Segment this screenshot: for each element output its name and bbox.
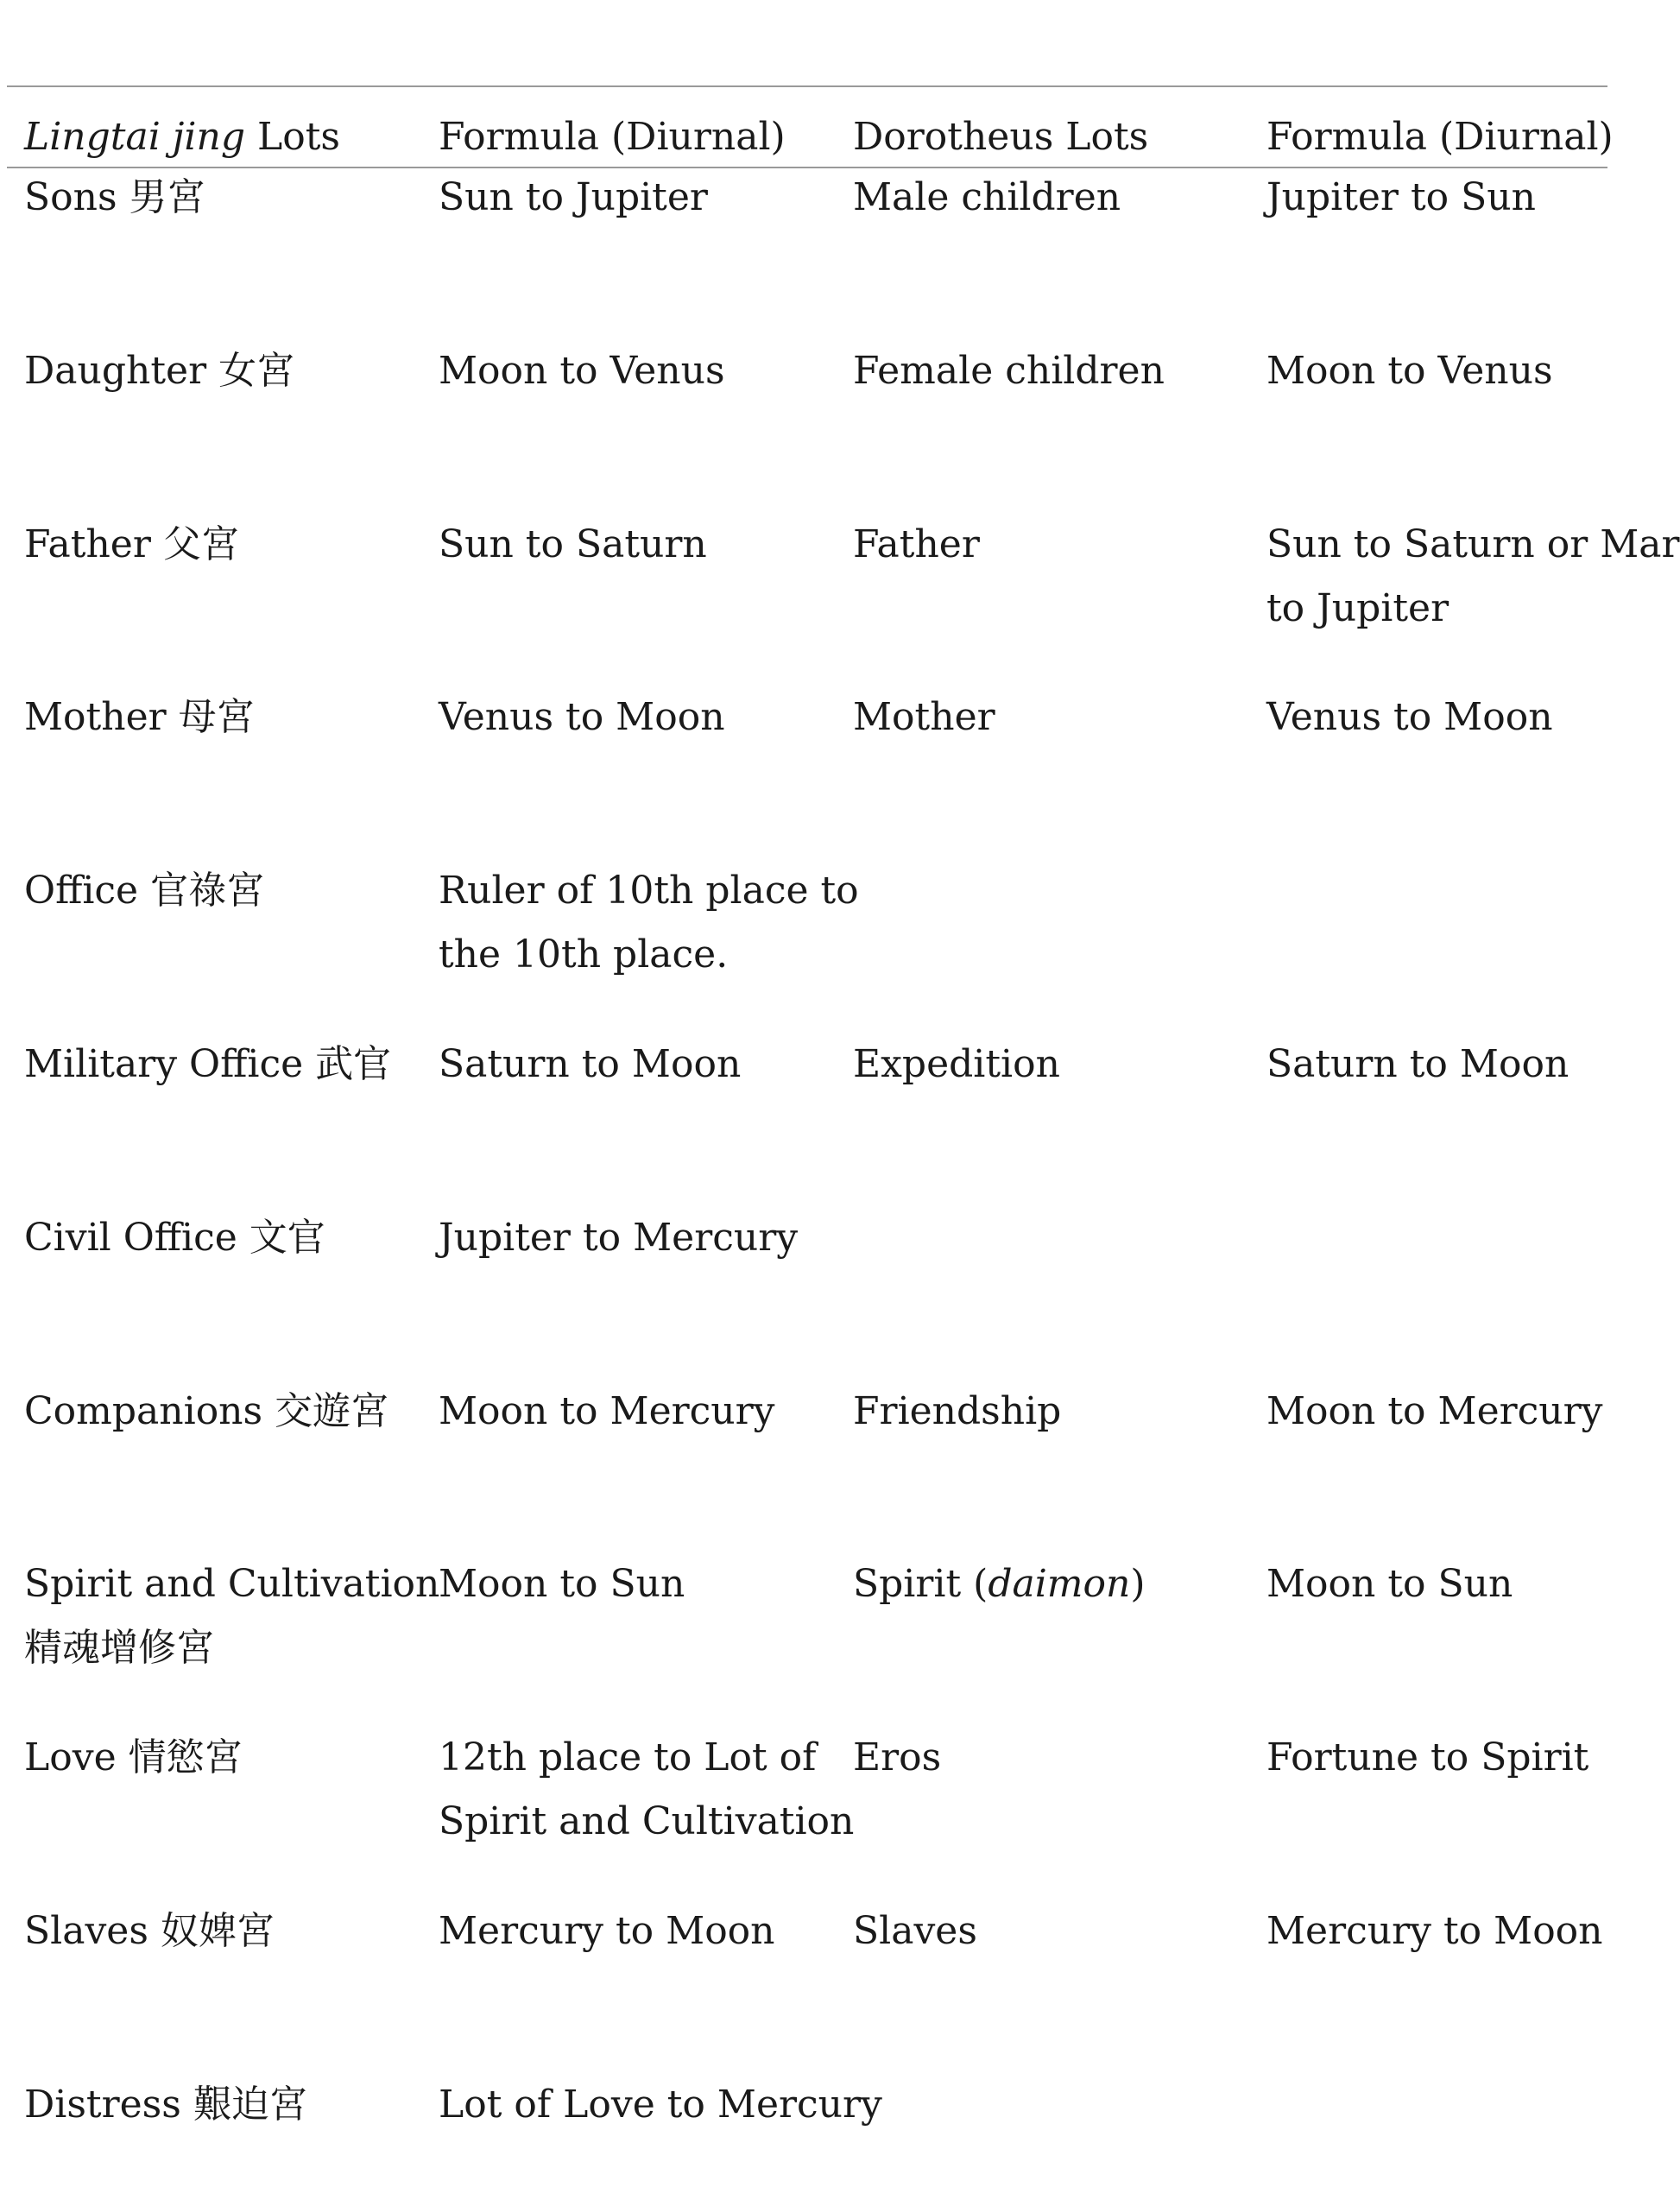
formula-line: Fortune to Spirit [1266, 1735, 1589, 1780]
formula-diurnal-cell [1266, 339, 1553, 403]
dorotheus-lot-cell [853, 166, 1121, 230]
formula-diurnal-cell [1266, 1899, 1603, 1963]
header-lingtai-lots [24, 105, 340, 169]
formula-line: Venus to Moon [439, 695, 725, 740]
dorotheus-lot-text: Expedition [853, 1042, 1060, 1086]
formula-line: Sun to Jupiter [439, 175, 708, 219]
formula-line: Sun to Saturn or Mar [1266, 521, 1680, 566]
lingtai-lot-line: Companions 交遊宮 [24, 1388, 389, 1433]
formula-line: Jupiter to Mercury [439, 1215, 799, 1260]
formula-diurnal-cell [1266, 1380, 1603, 1444]
formula-line: Saturn to Moon [1266, 1042, 1569, 1086]
formula-line: Venus to Moon [1266, 695, 1553, 740]
formula-diurnal-cell [1266, 686, 1553, 749]
lingtai-lot-line: Spirit and Cultivation [24, 1562, 440, 1607]
lingtai-lot-line: Sons 男宮 [24, 175, 205, 219]
formula-diurnal-cell [439, 859, 859, 987]
lingtai-lot-line: Slaves 奴婢宮 [24, 1909, 275, 1953]
dorotheus-lot-cell [853, 513, 980, 577]
formula-line: Mercury to Moon [1266, 1909, 1603, 1953]
formula-diurnal-cell [439, 686, 725, 749]
header-dorotheus-lots: Dorotheus Lots [853, 115, 1149, 159]
dorotheus-lot-text: Male children [853, 175, 1121, 219]
formula-diurnal-cell [439, 1726, 854, 1854]
formula-diurnal-cell [439, 1033, 741, 1097]
formula-line: 12th place to Lot of [439, 1735, 817, 1780]
lingtai-lot-cell [24, 859, 264, 923]
formula-line: Moon to Venus [439, 348, 725, 393]
lingtai-lot-cell [24, 1726, 243, 1790]
formula-line: to Jupiter [1266, 585, 1449, 630]
dorotheus-lot-text: Eros [853, 1735, 942, 1780]
dorotheus-lot-cell [853, 1899, 977, 1963]
header-lingtai-italic: Lingtai jing [24, 115, 245, 159]
dorotheus-lot-text: Spirit ( [853, 1562, 988, 1607]
formula-line: Mercury to Moon [439, 1909, 775, 1953]
formula-line: Lot of Love to Mercury [439, 2082, 882, 2127]
lingtai-lot-cell [24, 339, 294, 403]
formula-diurnal-cell [1266, 1726, 1588, 1790]
formula-diurnal-cell [1266, 513, 1680, 641]
lingtai-lot-line: Father 父宮 [24, 521, 239, 566]
dorotheus-lot-text: Friendship [853, 1388, 1062, 1433]
lingtai-lot-cell [24, 1033, 391, 1097]
formula-line: Moon to Venus [1266, 348, 1553, 393]
formula-line: Moon to Sun [439, 1562, 685, 1607]
dorotheus-lot-cell [853, 686, 995, 749]
header-formula-diurnal-1: Formula (Diurnal) [439, 115, 786, 159]
lingtai-lot-cell [24, 686, 255, 749]
dorotheus-lot-text: Female children [853, 348, 1165, 393]
formula-line: Moon to Mercury [439, 1388, 775, 1433]
lingtai-lot-cell [24, 1899, 275, 1963]
header-formula-diurnal-2: Formula (Diurnal) [1266, 115, 1614, 159]
formula-diurnal-cell [1266, 1033, 1569, 1097]
formula-diurnal-cell [439, 1206, 798, 1270]
formula-line: Saturn to Moon [439, 1042, 742, 1086]
formula-diurnal-cell [439, 1899, 775, 1963]
dorotheus-lot-italic: daimon [988, 1562, 1131, 1607]
formula-diurnal-cell [439, 2073, 882, 2137]
lingtai-lot-line: Military Office 武官 [24, 1042, 392, 1086]
lingtai-lot-line: Distress 艱迫宮 [24, 2082, 307, 2127]
formula-line: Jupiter to Sun [1266, 175, 1536, 219]
lingtai-lot-cell [24, 513, 239, 577]
lingtai-lot-line: 精魂增修宮 [24, 1626, 214, 1671]
dorotheus-lot-cell [853, 1033, 1060, 1097]
formula-diurnal-cell [439, 513, 707, 577]
formula-line: Ruler of 10th place to [439, 869, 859, 913]
dorotheus-lot-text: Mother [853, 695, 995, 740]
dorotheus-lot-cell [853, 1380, 1061, 1444]
table-top-rule [7, 85, 1607, 87]
formula-line: the 10th place. [439, 932, 729, 977]
lingtai-lot-cell [24, 1206, 325, 1270]
header-lingtai-rest: Lots [245, 115, 340, 159]
formula-diurnal-cell [439, 166, 708, 230]
dorotheus-lot-text: ) [1130, 1562, 1146, 1607]
dorotheus-lot-cell [853, 1726, 941, 1790]
lingtai-lot-cell [24, 1552, 439, 1680]
formula-diurnal-cell [439, 339, 725, 403]
lingtai-lot-cell [24, 1380, 388, 1444]
lingtai-lot-line: Office 官祿宮 [24, 869, 265, 913]
lingtai-lot-cell [24, 166, 205, 230]
lingtai-lot-line: Civil Office 文官 [24, 1215, 325, 1260]
lingtai-lot-cell [24, 2073, 307, 2137]
formula-diurnal-cell [1266, 1552, 1513, 1616]
lingtai-lot-line: Mother 母宮 [24, 695, 255, 740]
formula-diurnal-cell [1266, 166, 1536, 230]
lingtai-lot-line: Daughter 女宮 [24, 348, 295, 393]
dorotheus-lot-cell [853, 339, 1165, 403]
dorotheus-lot-text: Slaves [853, 1909, 977, 1953]
dorotheus-lot-cell [853, 1552, 1146, 1616]
formula-line: Moon to Mercury [1266, 1388, 1603, 1433]
dorotheus-lot-text: Father [853, 521, 980, 566]
formula-line: Spirit and Cultivation [439, 1799, 855, 1844]
formula-line: Moon to Sun [1266, 1562, 1513, 1607]
lingtai-lot-line: Love 情慾宮 [24, 1735, 243, 1780]
formula-line: Sun to Saturn [439, 521, 707, 566]
formula-diurnal-cell [439, 1380, 775, 1444]
formula-diurnal-cell [439, 1552, 685, 1616]
